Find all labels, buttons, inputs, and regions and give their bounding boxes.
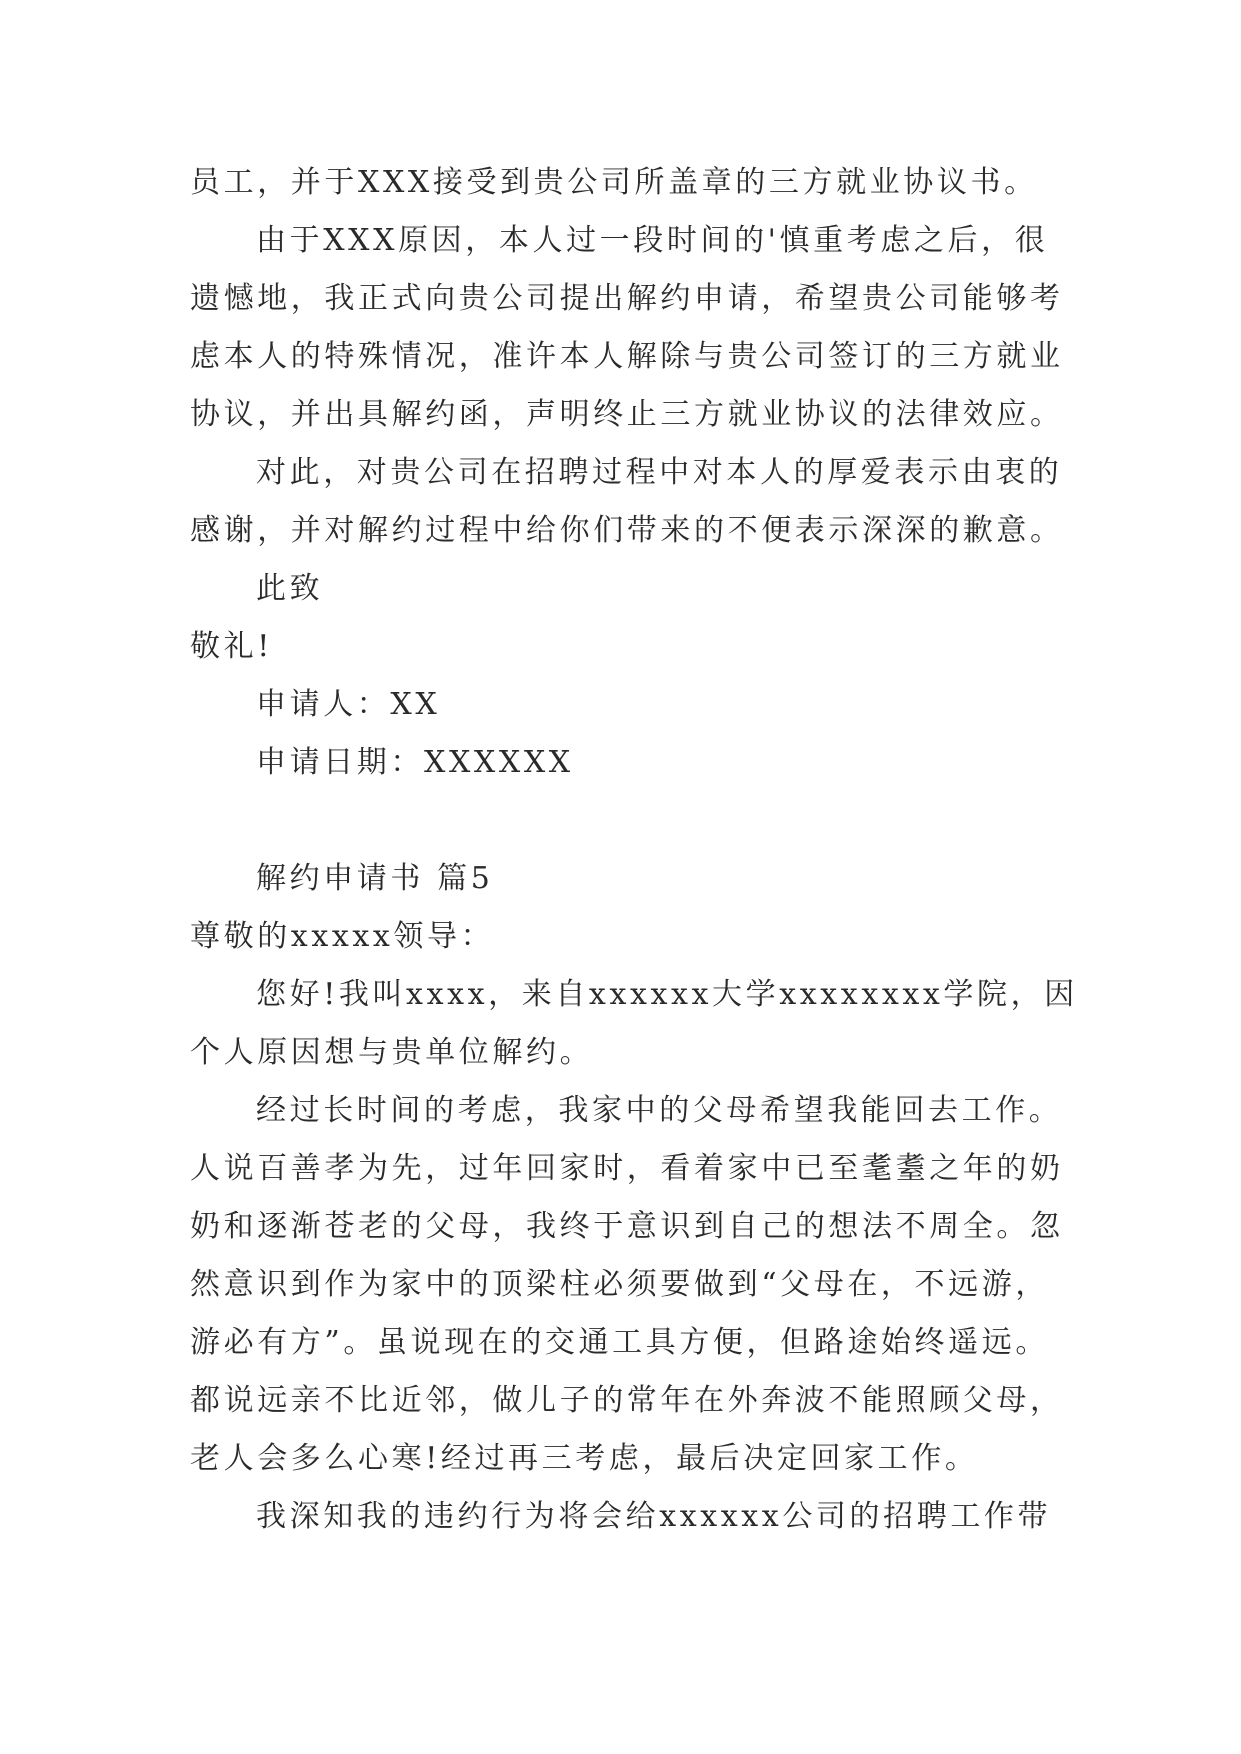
paragraph-line: 对此，对贵公司在招聘过程中对本人的厚爱表示由衷的 — [256, 455, 1063, 490]
document-body — [190, 154, 1078, 1546]
letter-greeting: 尊敬的xxxxx领导： — [190, 919, 495, 954]
applicant-name: 申请人：XX — [256, 687, 441, 722]
paragraph-line: 员工，并于XXX接受到贵公司所盖章的三方就业协议书。 — [190, 165, 1038, 200]
paragraph-line: 由于XXX原因，本人过一段时间的'慎重考虑之后，很 — [256, 223, 1049, 258]
paragraph-line: 奶和逐渐苍老的父母，我终于意识到自己的想法不周全。忽 — [190, 1209, 1064, 1244]
paragraph-line: 老人会多么心寒!经过再三考虑，最后决定回家工作。 — [190, 1441, 979, 1476]
closing-salutation: 此致 — [256, 571, 324, 606]
section-heading: 解约申请书 篇5 — [256, 861, 494, 896]
paragraph-line: 我深知我的违约行为将会给xxxxxx公司的招聘工作带 — [256, 1499, 1052, 1534]
application-date: 申请日期：XXXXXX — [256, 745, 574, 780]
paragraph-line: 虑本人的特殊情况，准许本人解除与贵公司签订的三方就业 — [190, 339, 1064, 374]
paragraph-line: 然意识到作为家中的顶梁柱必须要做到“父母在，不远游， — [190, 1267, 1049, 1302]
paragraph-line: 经过长时间的考虑，我家中的父母希望我能回去工作。 — [256, 1093, 1063, 1128]
paragraph-line: 人说百善孝为先，过年回家时，看着家中已至耄耋之年的奶 — [190, 1151, 1064, 1186]
paragraph-line: 都说远亲不比近邻，做儿子的常年在外奔波不能照顾父母， — [190, 1383, 1064, 1418]
paragraph-line: 遗憾地，我正式向贵公司提出解约申请，希望贵公司能够考 — [190, 281, 1064, 316]
paragraph-line: 个人原因想与贵单位解约。 — [190, 1035, 594, 1070]
blank-line — [190, 792, 1070, 850]
paragraph-line: 您好!我叫xxxx，来自xxxxxx大学xxxxxxxx学院，因 — [256, 977, 1078, 1012]
paragraph-line: 感谢，并对解约过程中给你们带来的不便表示深深的歉意。 — [190, 513, 1064, 548]
closing-regards: 敬礼! — [190, 629, 273, 664]
paragraph-line: 游必有方”。虽说现在的交通工具方便，但路途始终遥远。 — [190, 1325, 1049, 1360]
paragraph-line: 协议，并出具解约函，声明终止三方就业协议的法律效应。 — [190, 397, 1064, 432]
